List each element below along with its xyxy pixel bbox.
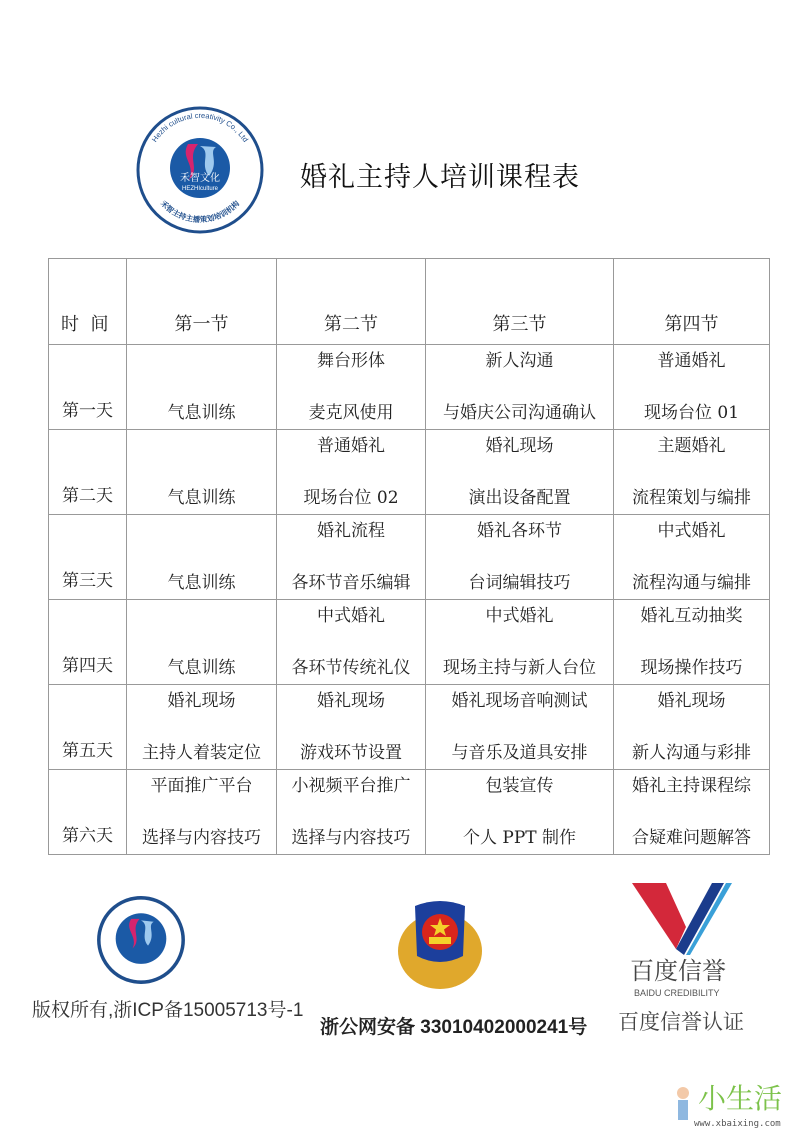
baidu-logo-en: BAIDU CREDIBILITY [634, 988, 720, 998]
day-label: 第一天 [62, 401, 113, 421]
column-header: 第一节 [174, 314, 229, 335]
watermark-url: www.xbaixing.com [694, 1119, 781, 1129]
course-cell [614, 351, 769, 429]
page-title: 婚礼主持人培训课程表 [300, 162, 580, 193]
hezhi-logo [136, 106, 264, 234]
course-line-2: 麦克风使用 [308, 403, 394, 423]
course-line-2: 个人 PPT 制作 [462, 828, 577, 848]
course-cell [614, 606, 769, 684]
course-cell [277, 521, 425, 599]
course-line-1: 婚礼现场 [167, 691, 236, 711]
course-cell [127, 776, 276, 854]
course-line-1: 普通婚礼 [657, 351, 726, 371]
course-line-1: 中式婚礼 [657, 521, 726, 541]
course-line-2: 现场操作技巧 [640, 658, 743, 678]
course-line-1: 主题婚礼 [657, 436, 726, 456]
svg-text:HEZHIculture: HEZHIculture [181, 186, 219, 192]
course-cell [614, 691, 769, 769]
course-line-1: 婚礼各环节 [477, 521, 562, 541]
course-cell [277, 776, 425, 854]
course-line-1: 平面推广平台 [150, 776, 253, 796]
hezhi-logo-small [96, 895, 186, 985]
icp-copyright: 版权所有,浙ICP备15005713号-1 [32, 1000, 304, 1021]
course-line-1: 婚礼现场音响测试 [451, 691, 588, 711]
column-header: 第二节 [324, 314, 378, 335]
course-cell [426, 606, 613, 684]
police-record: 浙公网安备 33010402000241号 [320, 1017, 588, 1038]
course-cell [614, 521, 769, 599]
baidu-credibility-logo [632, 883, 732, 955]
course-line-2: 演出设备配置 [468, 488, 571, 508]
day-label: 第四天 [62, 656, 113, 676]
baidu-credibility-label: 百度信誉认证 [618, 1011, 744, 1034]
course-cell [127, 606, 276, 684]
course-line-1: 中式婚礼 [485, 606, 554, 626]
course-line-2: 气息训练 [167, 488, 236, 508]
course-line-2: 游戏环节设置 [300, 743, 402, 763]
course-line-1 [127, 521, 276, 541]
table-row [49, 515, 770, 600]
course-line-2: 选择与内容技巧 [142, 828, 261, 848]
course-line-1: 婚礼现场 [317, 691, 385, 711]
day-label: 第三天 [62, 571, 113, 591]
course-line-2: 各环节传统礼仪 [291, 658, 411, 678]
course-line-1: 婚礼互动抽奖 [640, 606, 743, 626]
course-cell [426, 436, 613, 514]
course-cell [127, 691, 276, 769]
table-row [49, 770, 770, 855]
police-emblem [395, 896, 485, 992]
course-line-2: 各环节音乐编辑 [291, 573, 411, 593]
course-line-1 [127, 351, 276, 371]
course-cell [426, 776, 613, 854]
course-cell [614, 436, 769, 514]
day-label: 第二天 [62, 486, 113, 506]
course-line-1: 婚礼现场 [657, 691, 726, 711]
course-line-2: 现场主持与新人台位 [443, 658, 596, 678]
course-cell [426, 521, 613, 599]
course-line-2: 流程沟通与编排 [632, 573, 751, 593]
column-header: 第四节 [664, 314, 719, 335]
column-header: 第三节 [492, 314, 547, 335]
table-row [49, 430, 770, 515]
day-label: 第五天 [62, 741, 113, 761]
table-row [49, 685, 770, 770]
table-row [49, 600, 770, 685]
course-line-1: 婚礼流程 [317, 521, 385, 541]
course-line-1: 新人沟通 [485, 351, 554, 371]
course-line-1: 婚礼现场 [485, 436, 554, 456]
course-line-1: 中式婚礼 [317, 606, 385, 626]
course-line-1 [127, 606, 276, 626]
svg-text:禾智主持主播策划培训机构: 禾智主持主播策划培训机构 [158, 198, 242, 225]
course-line-1: 婚礼主持课程综 [632, 776, 751, 796]
course-line-1: 小视频平台推广 [291, 776, 411, 796]
course-cell [277, 436, 425, 514]
course-schedule-table [48, 258, 770, 855]
course-line-2: 气息训练 [167, 403, 236, 423]
course-line-2: 现场台位 02 [303, 488, 399, 508]
course-line-2: 主持人着装定位 [142, 743, 261, 763]
course-line-2: 与音乐及道具安排 [451, 743, 588, 763]
course-line-2: 现场台位 01 [643, 403, 740, 423]
course-cell [277, 606, 425, 684]
baidu-logo-cn: 百度信誉 [630, 958, 726, 985]
course-line-2: 与婚庆公司沟通确认 [443, 403, 596, 423]
course-cell [426, 691, 613, 769]
course-line-2: 新人沟通与彩排 [632, 743, 751, 763]
svg-text:禾智文化: 禾智文化 [180, 173, 220, 184]
course-line-1: 舞台形体 [317, 351, 385, 371]
header-row [49, 259, 770, 345]
svg-text:Hezhi cultural creativity Co.,: Hezhi cultural creativity Co., Ltd [149, 110, 251, 144]
watermark [668, 1083, 798, 1133]
course-cell [426, 351, 613, 429]
watermark-text: 小生活 [698, 1082, 783, 1115]
mascot-icon [674, 1085, 692, 1125]
column-header: 时 间 [61, 314, 109, 335]
course-cell [127, 436, 276, 514]
course-line-2: 合疑难问题解答 [632, 828, 751, 848]
table-row [49, 345, 770, 430]
course-line-1 [127, 436, 276, 456]
course-line-2: 选择与内容技巧 [291, 828, 411, 848]
course-cell [277, 691, 425, 769]
course-line-2: 气息训练 [167, 573, 236, 593]
course-line-1: 普通婚礼 [317, 436, 385, 456]
day-label: 第六天 [62, 826, 113, 846]
course-cell [127, 351, 276, 429]
course-line-1: 包装宣传 [485, 776, 554, 796]
course-cell [127, 521, 276, 599]
course-line-2: 台词编辑技巧 [468, 573, 571, 593]
course-cell [277, 351, 425, 429]
course-line-2: 气息训练 [167, 658, 236, 678]
course-line-2: 流程策划与编排 [632, 488, 751, 508]
course-cell [614, 776, 769, 854]
